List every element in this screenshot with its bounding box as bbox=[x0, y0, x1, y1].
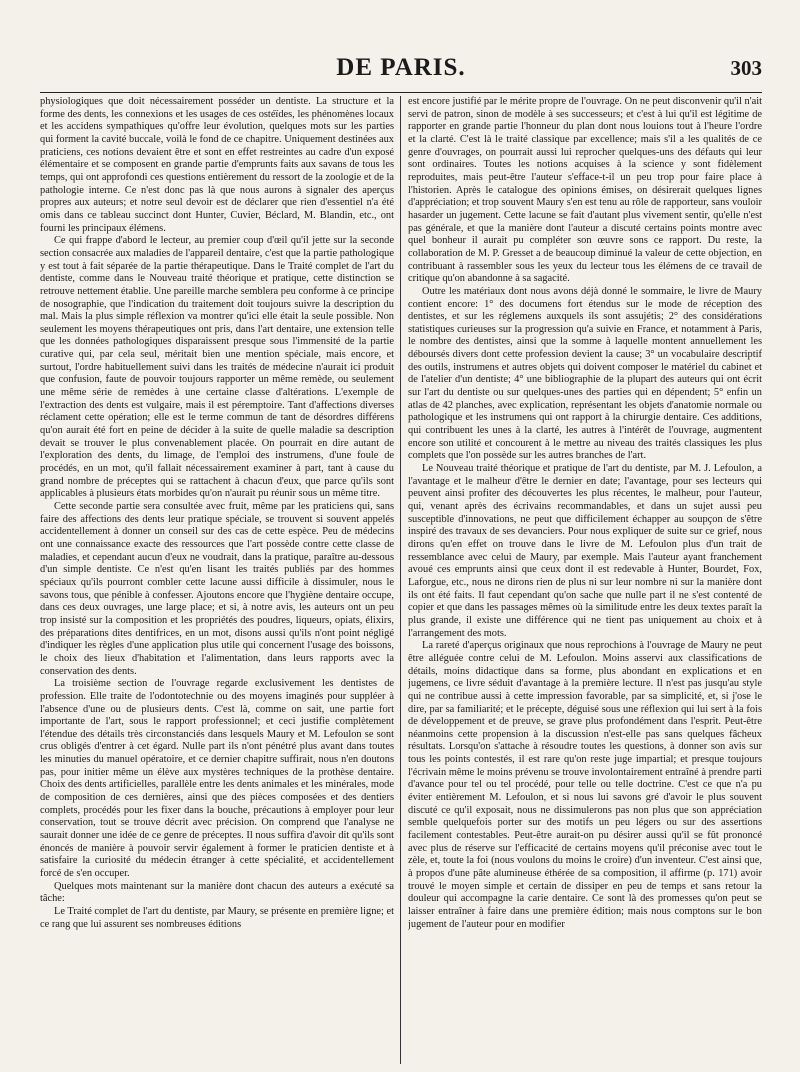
paragraph: est encore justifié par le mérite propre de l'ouvrage. On ne peut disconvenir qu'il n'ait servi de patron, sinon de modèle à ses successeurs; et c'est à lui qu'il est légitime de rapporter en grande partie l'honneur du plan dont nous louions tout à l'heure l'ordre et la clarté. C'est là le traité classique par excellence; mais s'il a les qualités de ce genre d'ouvrages, on pourrait aussi lui reprocher quelques-uns des défauts qui leur sont ordinaires. Toutes les notions acquises à la science y sont fidèlement reproduites, mais peut-être l'auteur s'efface-t-il un peu trop pour faire place à l'historien. Après le catalogue des opinions émises, on désirerait quelques lignes d'appréciation; et trop souvent Maury s'en est tenu au rôle de rapporteur, sans vouloir hasarder un jugement. Cette lacune se fait d'autant plus vivement sentir, qu'elle n'est pas générale, et que la manière dont l'auteur a discuté certains points montre avec quel bonheur il aurait pu compléter son œuvre sons ce rapport. Du reste, la collaboration de M. P. Gresset a de beaucoup diminué la valeur de cette objection, en contribuant à rassembler sous les yeux du lecteur tous les élémens de ce travail de critique qu'on abandonne à sa sagacité. bbox=[408, 96, 762, 285]
paragraph: La rareté d'aperçus originaux que nous reprochions à l'ouvrage de Maury ne peut être alléguée contre celui de M. Lefoulon. Moins asservi aux classifications de détails, moins didactique dans sa forme, plus abondant en explications et en jugemens, ce livre séduit d'avantage à la première lecture. Il n'est pas jusqu'au style qui ne contribue aussi à cette impression favorable, par sa simplicité, et, si j'ose le dire, par sa familiarité; et le précepte, déguisé sous une réflexion qui lui sert à la fois de développement et de preuve, se grave plus profondément dans l'esprit. Peut-être néanmoins cette propension à la discussion n'est-elle pas sans quelques fâcheux résultats. Lorsqu'on s'attache à résoudre toutes les questions, à donner son avis sur tous les points contestés, il est rare qu'on reste juge impartial; et presque toujours l'écrivain même le moins prévenu se trouve involontairement entraîné à prendre parti d'avance pour tel ou tel procédé, pour telle ou telle doctrine. C'est ce que n'a pu éviter entièrement M. Lefoulon, et si nous lui savons gré d'avoir le plus souvent discuté ce qu'il exposait, nous ne dissimulerons pas non plus que son appréciation semble quelquefois porter sur des motifs un peu légers ou sur des assertions facilement contestables. Peut-être aurait-on pu désirer aussi qu'il se fût prononcé avec plus de réserve sur l'efficacité de certains moyens qu'il préconise avec tout le zèle, et, toute la foi (nous voulons du moins le croire) d'un inventeur. C'est ainsi que, à propos d'une pâte alumineuse éthérée de sa composition, il affirme (p. 171) avoir trouvé le moyen simple et certain de dissiper en peu de temps et sans retour la douleur qui accompagne la carie dentaire. Ce sont là des promesses qu'on peut se laisser entraîner à faire dans une première édition; mais nous comptons sur le bon jugement de l'auteur pour en modifier bbox=[408, 640, 762, 930]
paragraph: Outre les matériaux dont nous avons déjà donné le sommaire, le livre de Maury contient encore: 1° des documens fort étendus sur le mode de réception des dentistes, et sur les réglemens auxquels ils sont assujétis; 2° des considérations statistiques curieuses sur la progression qu'a suivie en France, et notamment à Paris, le nombre des dentistes, ainsi que la somme à laquelle montent annuellement les déboursés divers dont cette profession devient la cause; 3° un vocabulaire descriptif des outils, instrumens et autres objets qui doivent composer le matériel du cabinet et de l'atelier d'un dentiste; 4° une bibliographie de la plupart des auteurs qui ont écrit sur l'art du dentiste ou sur quelques-unes des parties qui en dépendent; 5° enfin un atlas de 42 planches, avec explication, représentant les objets d'anatomie normale ou pathologique et les instrumens qui ont rapport à la chirurgie dentaire. Ces additions, qui contribuent les unes à la clarté, les autres à l'intérêt de l'ouvrage, augmentent encore son utilité et concourent à le mettre au niveau des traités classiques les plus complets que l'on possède sur les autres branches de l'art. bbox=[408, 285, 762, 462]
left-column bbox=[40, 96, 394, 1066]
paragraph: Ce qui frappe d'abord le lecteur, au premier coup d'œil qu'il jette sur la seconde section consacrée aux maladies de l'appareil dentaire, c'est que la partie pathologique y est tout à fait séparée de la partie thérapeutique. Dans le Traité complet de l'art du dentiste, comme dans le Nouveau traité théorique et pratique, cette distinction se retrouve nettement établie. Une pareille marche semblera peu conforme à ce principe de nosographie, que l'indication du traitement doit toujours suivre la description du mal. Mais la plus simple réflexion va montrer qu'ici elle était la seule possible. Non seulement les moyens thérapeutiques ont pris, dans l'art dentaire, une extension telle que les données pathologiques disparaissent presque sous l'immensité de la partie curative qui, par cela seul, méritait bien une mention spéciale, mais encore, et surtout, l'ordre habituellement suivi dans les traités de médecine n'aurait ici produit que confusion, faute de pouvoir toujours rapporter un même remède, ou seulement une même série de remèdes à une certaine classe d'altérations. L'exemple de l'extraction des dents est vulgaire, mais il est péremptoire. Tant d'affections diverses réclament cette opération; elle est le terme commun de tant de désordres différens qu'on aurait été fort en peine de décider à la suite de quelle maladie sa description devait se trouver le plus convenablement placée. On pourrait en dire autant de l'exploration des dents, du limage, de l'emploi des instrumens, d'une foule de procédés, en un mot, qu'il fallait nécessairement examiner à part, tant à cause du grand nombre de préceptes qui se rattachent à chacun d'eux, que parce qu'ils sont applicables à plusieurs états morbides qu'on n'aurait pu réunir sous un même titre. bbox=[40, 235, 394, 500]
paragraph: physiologiques que doit nécessairement posséder un dentiste. La structure et la forme des dents, les connexions et les usages de ces ostéïdes, les phénomènes locaux et les accidens sympathiques qu'offre leur évolution, quelques mots sur les parties qui forment la cavité buccale, voilà le fond de ce chapitre. Uniquement destinées aux praticiens, ces notions devaient être et sont en effet restreintes au cadre d'un exposé élémentaire et se composent en grande partie d'emprunts faits aux savans de tous les temps, qui ont approfondi ces questions entièrement du ressort de la zoologie et de la pathologie interne. Ce n'est donc pas là que nous aurons à signaler des aperçus propres aux auteurs; et notre seul devoir est de déclarer que rien d'essentiel n'a été omis dans ce tableau succinct dont Hunter, Cuvier, Béclard, M. Blandin, etc., ont fourni les principaux élémens. bbox=[40, 96, 394, 234]
paragraph: Cette seconde partie sera consultée avec fruit, même par les praticiens qui, sans faire des affections des dents leur pratique spéciale, se trouvent si souvent appelés accidentellement à donner un conseil sur des cas de cette espèce. Peu de médecins ont une connaissance exacte des ressources que l'art possède contre cette classe de maladies, et cependant aucun d'eux ne voudrait, dans la pratique, paraître au-dessous d'un simple dentiste. Ce n'est qu'en lisant les traités publiés par des hommes spéciaux qu'ils pourront combler cette lacune aussi difficile à dissimuler, nous le savons tous, que pénible à confesser. Ajoutons encore que l'hygiène dentaire occupe, dans ces deux ouvrages, une large place; et si, à notre avis, les auteurs ont un peu trop insisté sur la composition et les propriétés des poudres, liqueurs, opiats, élixirs, des préparations dites dentifrices, en un mot, disons aussi qu'ils n'ont point négligé d'indiquer les règles d'une application plus utile qui concernent l'usage des boissons, le choix des lieux d'habitation et l'alimentation, dans leurs rapports avec la conservation des dents. bbox=[40, 501, 394, 677]
page-number: 303 bbox=[730, 56, 762, 80]
paragraph: La troisième section de l'ouvrage regarde exclusivement les dentistes de profession. Elle traite de l'odontotechnie ou des moyens imaginés pour suppléer à l'absence d'une ou de plusieurs dents. C'est là, comme on sait, une partie fort importante de l'art, sous le rapport professionnel; et ceci justifie complètement l'étendue des détails très circonstanciés dans lesquels Maury et M. Lefoulon se sont crus obligés d'entrer à cet égard. Nulle part ils n'ont pénétré plus avant dans toutes les minuties du manuel opératoire, et ce dernier chapitre suffirait, nous n'en doutons pas, pour initier même un élève aux mystères techniques de la prothèse dentaire. Choix des dents artificielles, parallèle entre les dents animales et les minérales, mode de composition de ces dernières, ainsi que des pièces composées et des dentiers complets, procédés pour les fixer dans la bouche, précautions à employer pour leur conservation, tout se trouve décrit avec précision. On comprend que l'analyse ne saurait donner une idée de ce genre de préceptes. Il nous suffira d'avoir dit qu'ils sont énoncés de manière à pouvoir servir également à former le praticien dentiste et à satisfaire la curiosité du médecin étranger à cette spécialité, et accidentellement forcé de s'en occuper. bbox=[40, 678, 394, 880]
paragraph: Le Nouveau traité théorique et pratique de l'art du dentiste, par M. J. Lefoulon, a l'avantage et le malheur d'être le dernier en date; l'avantage, pour ses lecteurs qui peuvent ainsi profiter des découvertes les plus récentes, le malheur, pour l'auteur, qui, venant après des écrivains recommandables, et dans un sujet aussi peu susceptible d'innovations, ne peut que difficilement échapper au soupçon de s'être inspiré des travaux de ses devanciers. Pour nous expliquer de suite sur ce grief, nous dirons qu'en effet on trouve dans le livre de M. Lefoulon plus d'un trait de ressemblance avec celui de Maury, par exemple. Mais l'auteur ayant franchement avoué ces emprunts ainsi que ceux dont il est redevable à Hunter, Bourdet, Fox, Laforgue, etc., nous ne dirons rien de plus ni sur leur nombre ni sur la manière dont ils ont été faits. Il faut cependant qu'on sache que nulle part il ne s'est contenté de copier et que dans les passages mêmes où la similitude entre les deux textes paraît la plus grande, il existe une différence qui ne tient pas uniquement au choix et à l'arrangement des mots. bbox=[408, 463, 762, 639]
right-column bbox=[408, 96, 762, 1066]
text-columns bbox=[40, 96, 762, 1066]
page-header bbox=[40, 50, 762, 90]
running-title: DE PARIS. bbox=[336, 54, 466, 81]
paragraph: Quelques mots maintenant sur la manière dont chacun des auteurs a exécuté sa tâche: bbox=[40, 880, 394, 905]
header-rule bbox=[40, 92, 762, 93]
column-divider bbox=[400, 96, 401, 1064]
paragraph: Le Traité complet de l'art du dentiste, par Maury, se présente en première ligne; et ce rang que lui assurent ses nombreuses éditions bbox=[40, 906, 394, 930]
